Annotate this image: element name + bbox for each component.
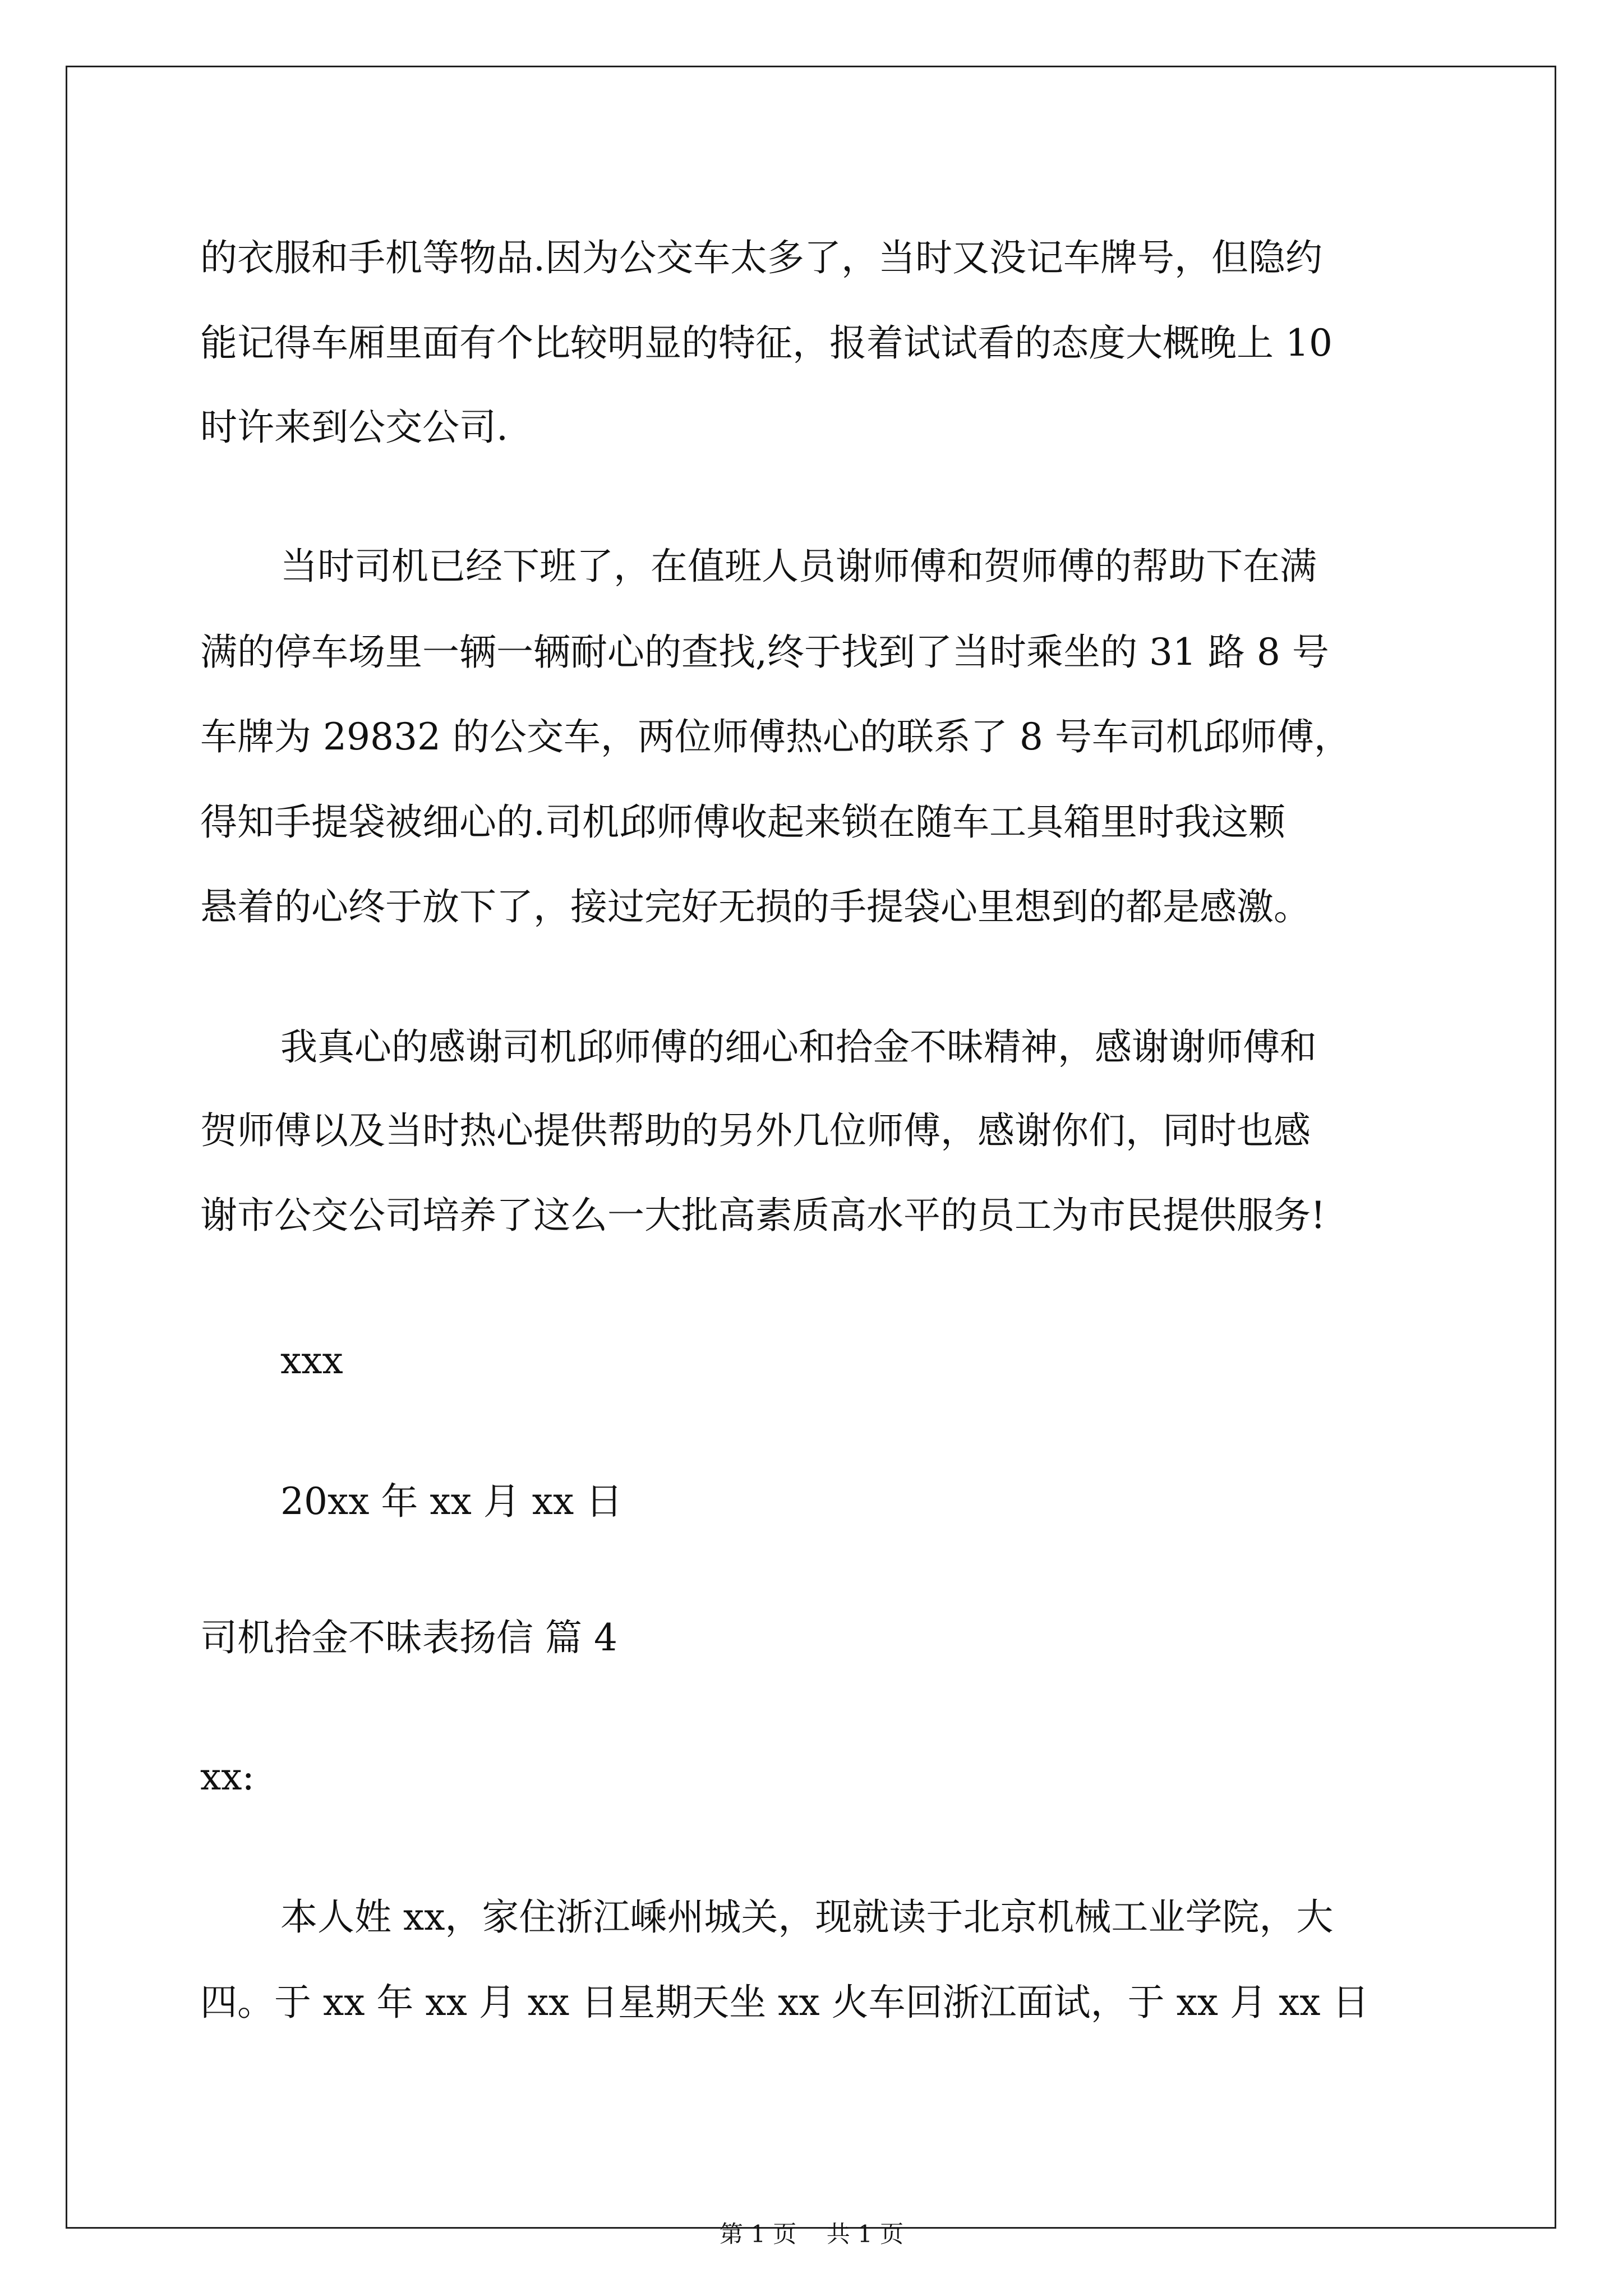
salutation: xx: xyxy=(200,1755,255,1798)
signature-date: 20xx 年 xx 月 xx 日 xyxy=(280,1480,623,1523)
section-heading: 司机拾金不昧表扬信 篇 4 xyxy=(200,1616,617,1659)
body-line-3: 时许来到公交公司. xyxy=(200,406,508,449)
body-line-5: 满的停车场里一辆一辆耐心的查找,终于找到了当时乘坐的 31 路 8 号 xyxy=(200,631,1329,674)
body-line-8: 悬着的心终于放下了，接过完好无损的手提袋心里想到的都是感激。 xyxy=(200,885,1311,928)
body-line-9: 我真心的感谢司机邱师傅的细心和拾金不昧精神，感谢谢师傅和 xyxy=(280,1025,1317,1069)
signature-name: xxx xyxy=(280,1339,343,1382)
page-number-footer: 第 1 页 共 1 页 xyxy=(719,2220,904,2248)
body-line-2: 能记得车厢里面有个比较明显的特征，报着试试看的态度大概晚上 10 xyxy=(200,321,1332,365)
body-line-12: 本人姓 xx，家住浙江嵊州城关，现就读于北京机械工业学院，大 xyxy=(280,1895,1334,1939)
body-line-10: 贺师傅以及当时热心提供帮助的另外几位师傅，感谢你们，同时也感 xyxy=(200,1109,1311,1152)
body-line-11: 谢市公交公司培养了这么一大批高素质高水平的员工为市民提供服务! xyxy=(200,1194,1326,1237)
body-line-1: 的衣服和手机等物品.因为公交车太多了，当时又没记车牌号，但隐约 xyxy=(200,236,1322,279)
body-line-4: 当时司机已经下班了，在值班人员谢师傅和贺师傅的帮助下在满 xyxy=(280,545,1317,588)
body-line-6: 车牌为 29832 的公交车，两位师傅热心的联系了 8 号车司机邱师傅， xyxy=(200,715,1351,758)
body-line-7: 得知手提袋被细心的.司机邱师傅收起来锁在随车工具箱里时我这颗 xyxy=(200,800,1285,844)
body-line-13: 四。于 xx 年 xx 月 xx 日星期天坐 xx 火车回浙江面试，于 xx 月 xx 日 xyxy=(200,1981,1370,2024)
